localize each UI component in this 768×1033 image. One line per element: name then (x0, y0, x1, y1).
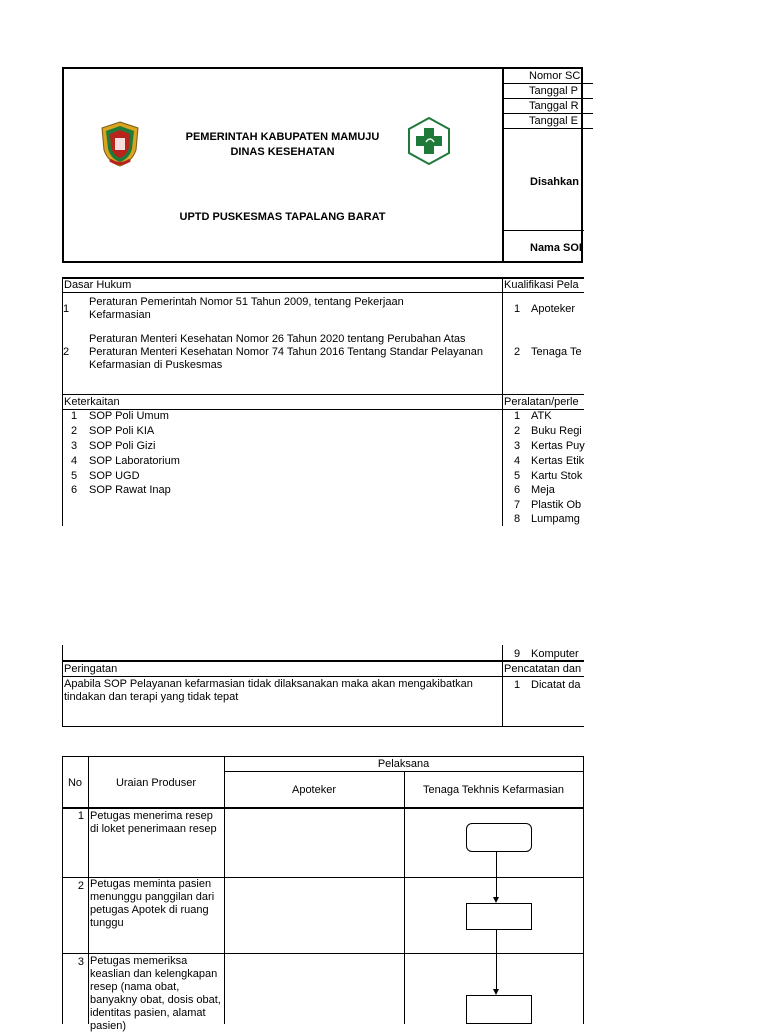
keterkaitan-no: 3 (71, 440, 78, 452)
peralatan-no: 6 (514, 484, 521, 496)
peringatan-title: Peringatan (64, 663, 118, 675)
kualifikasi-no: 1 (514, 303, 521, 315)
peralatan-no: 1 (514, 410, 521, 422)
header-right-row: Tanggal P (503, 84, 593, 99)
keterkaitan-item: SOP UGD (89, 470, 140, 482)
kualifikasi-title: Kualifikasi Pela (504, 279, 579, 291)
gov-title-line2: DINAS KESEHATAN (230, 146, 335, 158)
flow-arrow (496, 852, 497, 898)
unit-title: UPTD PUSKESMAS TAPALANG BARAT (179, 211, 386, 223)
procedure-row-text: Petugas meminta pasien menunggu panggilan dari petugas Apotek di ruang tunggu (90, 878, 215, 929)
dasar-hukum-item: Peraturan Pemerintah Nomor 51 Tahun 2009, tentang Pekerjaan Kefarmasian (89, 296, 404, 321)
procedure-row-text: Petugas memeriksa keaslian dan kelengkapan resep (nama obat, banyakny obat, dosis obat, identitas pasien, alamat pasien) (90, 955, 221, 1032)
peralatan-item: Buku Regi (531, 425, 582, 437)
peringatan-text: Apabila SOP Pelayanan kefarmasian tidak dilaksanakan maka akan mengakibatkan tindakan dan terapi yang tidak tepat (64, 678, 473, 703)
header-right-row: Tanggal R (503, 99, 593, 114)
dasar-hukum-no: 2 (63, 346, 70, 358)
keterkaitan-item: SOP Rawat Inap (89, 484, 171, 496)
header-right-row: Nomor SC (503, 69, 593, 84)
flow-process-box (466, 903, 532, 930)
peralatan-item: Kertas Puy (531, 440, 585, 452)
keterkaitan-item: SOP Laboratorium (89, 455, 180, 467)
peralatan-no: 7 (514, 499, 521, 511)
kualifikasi-item: Tenaga Te (531, 346, 582, 358)
peralatan-item: Lumpamg (531, 513, 580, 525)
kualifikasi-no: 2 (514, 346, 521, 358)
pencatatan-item: Dicatat da (531, 679, 581, 691)
keterkaitan-no: 5 (71, 470, 78, 482)
peralatan-title: Peralatan/perle (504, 396, 579, 408)
keterkaitan-no: 4 (71, 455, 78, 467)
keterkaitan-item: SOP Poli Umum (89, 410, 169, 422)
flow-start-terminal (466, 823, 532, 852)
col-pelaksana-header: Pelaksana (377, 758, 430, 770)
keterkaitan-title: Keterkaitan (64, 396, 120, 408)
peralatan-item: Kartu Stok (531, 470, 583, 482)
kualifikasi-item: Apoteker (531, 303, 576, 315)
peralatan-item: Meja (531, 484, 555, 496)
keterkaitan-item: SOP Poli KIA (89, 425, 155, 437)
dasar-hukum-no: 1 (63, 303, 70, 315)
procedure-row-no: 2 (77, 880, 84, 892)
col-apoteker-header: Apoteker (291, 784, 337, 796)
approved-label: Disahkan (530, 176, 579, 188)
dasar-hukum-title: Dasar Hukum (64, 279, 132, 291)
peralatan-item: Plastik Ob (531, 499, 582, 511)
peralatan-no: 8 (514, 513, 521, 525)
col-no-header: No (67, 777, 83, 789)
keterkaitan-no: 6 (71, 484, 78, 496)
pencatatan-title: Pencatatan dan (504, 663, 582, 675)
peralatan-no: 9 (514, 648, 521, 660)
header-right-row: Tanggal E (503, 114, 593, 129)
sop-name-label: Nama SOI (530, 242, 582, 254)
flow-process-box (466, 995, 532, 1024)
procedure-row-no: 3 (77, 956, 84, 968)
keterkaitan-no: 1 (71, 410, 78, 422)
procedure-row-no: 1 (77, 810, 84, 822)
col-ttk-header: Tenaga Tekhnis Kefarmasian (422, 784, 565, 796)
gov-title-line1: PEMERINTAH KABUPATEN MAMUJU (185, 131, 380, 143)
peralatan-item: Kertas Etik (531, 455, 585, 467)
pencatatan-no: 1 (514, 679, 521, 691)
peralatan-no: 4 (514, 455, 521, 467)
peralatan-no: 5 (514, 470, 521, 482)
col-uraian-header: Uraian Produser (115, 777, 197, 789)
peralatan-item: ATK (531, 410, 552, 422)
peralatan-no: 3 (514, 440, 521, 452)
procedure-row-text: Petugas menerima resep di loket penerimaan resep (90, 810, 217, 835)
keterkaitan-no: 2 (71, 425, 78, 437)
regional-crest-logo (96, 120, 144, 168)
peralatan-no: 2 (514, 425, 521, 437)
keterkaitan-item: SOP Poli Gizi (89, 440, 156, 452)
peralatan-item: Komputer (531, 648, 579, 660)
dasar-hukum-item: Peraturan Menteri Kesehatan Nomor 26 Tahun 2020 tentang Perubahan Atas Peraturan Menteri Kesehatan Nomor 74 Tahun 2016 Tentang Standar Pelayanan Kefarmasian di Puskesmas (89, 333, 484, 371)
flow-arrow (496, 930, 497, 990)
